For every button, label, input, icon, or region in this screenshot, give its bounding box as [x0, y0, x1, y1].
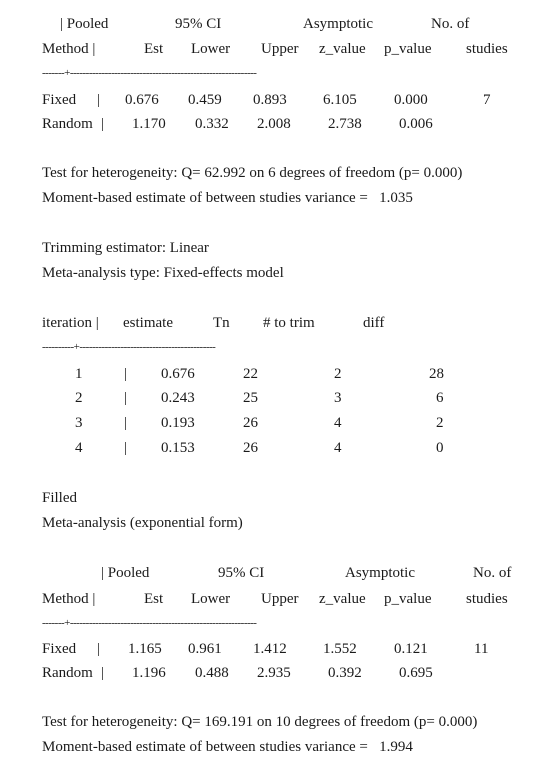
- row-upper: 2.935: [257, 665, 291, 681]
- iter-tn: 22: [243, 366, 258, 382]
- variance-estimate: Moment-based estimate of between studies variance = 1.994: [42, 739, 413, 755]
- header-ci: 95% CI: [175, 16, 222, 32]
- header-method: Method |: [42, 41, 96, 57]
- row-zvalue: 2.738: [328, 116, 362, 132]
- iter-diff: 28: [429, 366, 444, 382]
- header-studies: studies: [466, 591, 508, 607]
- iter-to-trim: 2: [334, 366, 342, 382]
- header-pooled: | Pooled: [60, 16, 109, 32]
- row-bar: |: [97, 641, 101, 657]
- row-est: 1.165: [128, 641, 162, 657]
- iter-diff: 0: [436, 440, 444, 456]
- header-asymptotic: Asymptotic: [345, 565, 415, 581]
- header-studies: studies: [466, 41, 508, 57]
- header-estimate: estimate: [123, 315, 173, 331]
- meta-analysis-type: Meta-analysis type: Fixed-effects model: [42, 265, 284, 281]
- header-upper: Upper: [261, 41, 299, 57]
- table-separator: -------+-----------------------------------------------------------: [42, 67, 257, 79]
- iter-tn: 25: [243, 390, 258, 406]
- row-zvalue: 0.392: [328, 665, 362, 681]
- table-separator: ----------+-------------------------------------------: [42, 341, 216, 353]
- header-pvalue: p_value: [384, 591, 432, 607]
- row-zvalue: 6.105: [323, 92, 357, 108]
- row-method: Random: [42, 116, 93, 132]
- iter-estimate: 0.243: [161, 390, 195, 406]
- table-separator: -------+-----------------------------------------------------------: [42, 617, 257, 629]
- trimming-estimator: Trimming estimator: Linear: [42, 240, 209, 256]
- iter-bar: |: [124, 440, 128, 456]
- row-bar: |: [101, 116, 105, 132]
- header-zvalue: z_value: [319, 41, 366, 57]
- header-method: Method |: [42, 591, 96, 607]
- header-lower: Lower: [191, 591, 231, 607]
- header-est: Est: [144, 41, 164, 57]
- header-pvalue: p_value: [384, 41, 432, 57]
- row-est: 1.196: [132, 665, 166, 681]
- header-asymptotic: Asymptotic: [303, 16, 373, 32]
- row-pvalue: 0.006: [399, 116, 433, 132]
- iter-number: 1: [75, 366, 83, 382]
- row-studies: 7: [483, 92, 491, 108]
- iter-bar: |: [124, 390, 128, 406]
- row-pvalue: 0.000: [394, 92, 428, 108]
- iter-tn: 26: [243, 440, 258, 456]
- header-iteration: iteration |: [42, 315, 99, 331]
- iter-estimate: 0.153: [161, 440, 195, 456]
- iter-bar: |: [124, 366, 128, 382]
- variance-estimate: Moment-based estimate of between studies variance = 1.035: [42, 190, 413, 206]
- row-method: Fixed: [42, 641, 77, 657]
- iter-diff: 2: [436, 415, 444, 431]
- row-pvalue: 0.695: [399, 665, 433, 681]
- header-ci: 95% CI: [218, 565, 265, 581]
- iter-number: 3: [75, 415, 83, 431]
- row-zvalue: 1.552: [323, 641, 357, 657]
- header-upper: Upper: [261, 591, 299, 607]
- iter-diff: 6: [436, 390, 444, 406]
- row-upper: 2.008: [257, 116, 291, 132]
- row-studies: 11: [474, 641, 489, 657]
- header-est: Est: [144, 591, 164, 607]
- header-studies-top: No. of: [431, 16, 470, 32]
- meta-analysis-exp: Meta-analysis (exponential form): [42, 515, 243, 531]
- iter-estimate: 0.193: [161, 415, 195, 431]
- iter-number: 2: [75, 390, 83, 406]
- row-lower: 0.488: [195, 665, 229, 681]
- row-upper: 1.412: [253, 641, 287, 657]
- row-est: 0.676: [125, 92, 159, 108]
- header-studies-top: No. of: [473, 565, 512, 581]
- header-to-trim: # to trim: [263, 315, 315, 331]
- header-diff: diff: [363, 315, 385, 331]
- row-lower: 0.459: [188, 92, 222, 108]
- header-lower: Lower: [191, 41, 231, 57]
- iter-to-trim: 4: [334, 415, 342, 431]
- filled-label: Filled: [42, 490, 78, 506]
- header-pooled: | Pooled: [101, 565, 150, 581]
- row-bar: |: [101, 665, 105, 681]
- header-zvalue: z_value: [319, 591, 366, 607]
- iter-tn: 26: [243, 415, 258, 431]
- heterogeneity-test: Test for heterogeneity: Q= 62.992 on 6 degrees of freedom (p= 0.000): [42, 165, 463, 181]
- row-bar: |: [97, 92, 101, 108]
- row-pvalue: 0.121: [394, 641, 428, 657]
- header-tn: Tn: [213, 315, 230, 331]
- iter-to-trim: 3: [334, 390, 342, 406]
- iter-bar: |: [124, 415, 128, 431]
- row-est: 1.170: [132, 116, 166, 132]
- iter-to-trim: 4: [334, 440, 342, 456]
- row-upper: 0.893: [253, 92, 287, 108]
- row-method: Fixed: [42, 92, 77, 108]
- heterogeneity-test: Test for heterogeneity: Q= 169.191 on 10 degrees of freedom (p= 0.000): [42, 714, 478, 730]
- iter-number: 4: [75, 440, 83, 456]
- row-lower: 0.961: [188, 641, 222, 657]
- iter-estimate: 0.676: [161, 366, 195, 382]
- row-method: Random: [42, 665, 93, 681]
- row-lower: 0.332: [195, 116, 229, 132]
